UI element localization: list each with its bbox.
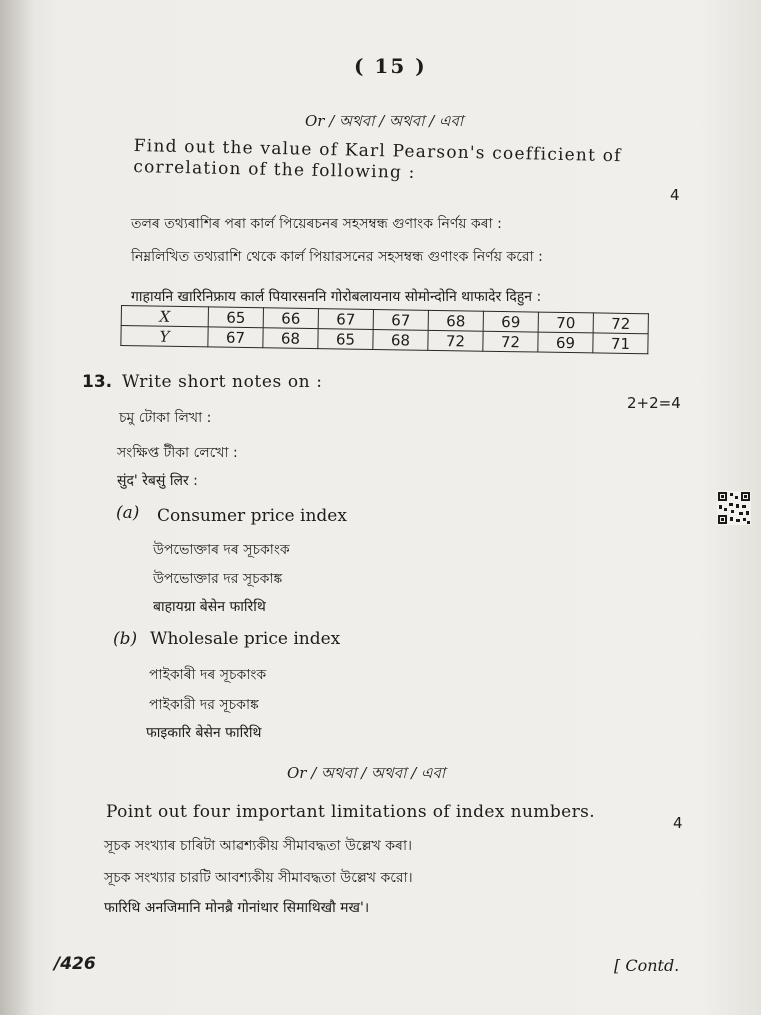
- x-value-cell: 67: [318, 309, 373, 330]
- question-12-alt-bengali: নিম্নলিখিত তথ্যরাশি থেকে কার্ল পিয়ারসনের সহসম্বন্ধ গুণাংক নির্ণয় করো :: [131, 249, 543, 265]
- or-separator: Or / অথবা / অথবা / এবা: [305, 112, 464, 130]
- subpart-a-bengali: উপভোক্তার দর সূচকাঙ্ক: [153, 571, 283, 587]
- question-13-english: Write short notes on :: [122, 372, 323, 392]
- subpart-a-bodo: बाहायग्रा बेसेन फारिथि: [153, 599, 266, 615]
- subpart-a-assamese: উপভোক্তাৰ দৰ সূচকাংক: [153, 542, 290, 558]
- x-value-cell: 66: [263, 308, 318, 329]
- continued-label: [ Contd.: [614, 956, 680, 975]
- question-13-assamese: চমু টোকা লিখা :: [119, 410, 212, 426]
- x-value-cell: 69: [483, 311, 538, 332]
- question-13-alt-bodo: फारिथि अनजिमानि मोनब्रै गोनांथार सिमाथिखौ मख'।: [104, 900, 370, 916]
- page-number: ( 15 ): [354, 54, 427, 78]
- x-value-cell: 68: [428, 310, 483, 331]
- y-value-cell: 72: [483, 331, 538, 352]
- y-label-cell: Y: [121, 326, 208, 347]
- subpart-b-assamese: পাইকাৰী দৰ সূচকাংক: [149, 667, 267, 683]
- subpart-b-bengali: পাইকারী দর সূচকাঙ্ক: [149, 697, 259, 713]
- question-12-alt-bodo: गाहायनि खारिनिफ्राय कार्ल पियारसननि गोरोबलायनाय सोमोन्दोनि थाफादेर दिहुन :: [131, 289, 542, 305]
- subpart-b-label: (b): [113, 629, 138, 649]
- qr-code-icon: [717, 491, 751, 525]
- question-13-alt-assamese: সূচক সংখ্যাৰ চাৰিটা আৱশ্যকীয় সীমাবদ্ধতা উল্লেখ কৰা।: [104, 838, 413, 854]
- x-value-cell: 70: [538, 312, 593, 333]
- question-13-alt-english: Point out four important limitations of index numbers.: [106, 802, 596, 822]
- x-value-cell: 67: [373, 309, 428, 330]
- paper-code: /426: [54, 954, 96, 974]
- x-label-cell: X: [121, 306, 208, 327]
- question-13-number: 13.: [82, 372, 113, 392]
- or-separator: Or / অথবা / অথবা / এবা: [287, 764, 446, 782]
- x-value-cell: 65: [208, 307, 263, 328]
- question-12-alt-assamese: তলৰ তথ্যৰাশিৰ পৰা কার্ল পিয়েৰচনৰ সহসম্বন্ধ গুণাংক নির্ণয় কৰা :: [131, 216, 502, 232]
- y-value-cell: 68: [373, 329, 428, 350]
- subpart-a-label: (a): [116, 503, 140, 523]
- question-13-bodo: सुंद' रेबसुं लिर :: [117, 473, 198, 489]
- y-value-cell: 71: [593, 333, 648, 354]
- marks-label: 4: [673, 814, 683, 832]
- question-12-alt-english: Find out the value of Karl Pearson's coefficient of correlation of the following :: [133, 136, 622, 183]
- y-value-cell: 67: [208, 327, 263, 348]
- x-value-cell: 72: [593, 313, 648, 334]
- y-value-cell: 69: [538, 332, 593, 353]
- subpart-b-bodo: फाइकारि बेसेन फारिथि: [146, 725, 262, 741]
- y-value-cell: 72: [428, 330, 483, 351]
- marks-label: 4: [670, 186, 680, 204]
- y-value-cell: 65: [318, 329, 373, 350]
- question-13-alt-bengali: সূচক সংখ্যার চারটি আবশ্যকীয় সীমাবদ্ধতা উল্লেখ করো।: [104, 870, 413, 886]
- question-13-bengali: সংক্ষিপ্ত টীকা লেখো :: [117, 445, 238, 461]
- question-13-marks: 2+2=4: [627, 394, 681, 412]
- subpart-a-english: Consumer price index: [157, 506, 347, 526]
- subpart-b-english: Wholesale price index: [150, 629, 341, 649]
- y-value-cell: 68: [263, 328, 318, 349]
- correlation-data-table: [120, 305, 649, 354]
